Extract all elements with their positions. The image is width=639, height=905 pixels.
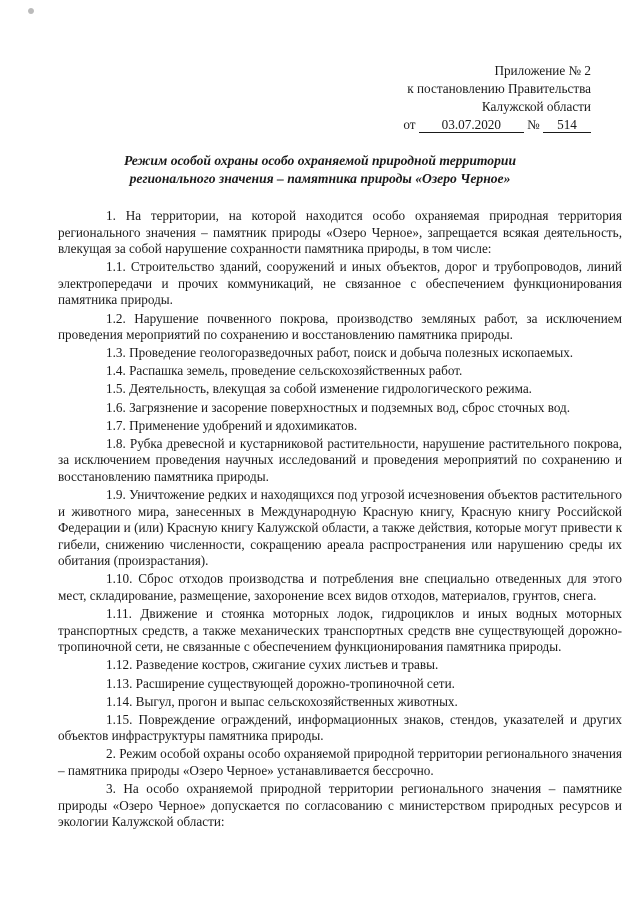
paragraph-1: 1. На территории, на которой находится особо охраняемая природная территория регионального значения – памятник природы «Озеро Черное», запрещается всякая деятельность, влекущая за собой нарушение сохранности памятника природы, в том числе:: [58, 208, 622, 257]
scan-dot: [28, 8, 34, 14]
paragraph-2: 2. Режим особой охраны особо охраняемой природной территории регионального значения – памятника природы «Озеро Черное» устанавливается бессрочно.: [58, 746, 622, 778]
paragraph-1-15: 1.15. Повреждение ограждений, информационных знаков, стендов, указателей и других объектов инфраструктуры памятника природы.: [58, 711, 622, 744]
resolution-number: 514: [543, 118, 591, 133]
paragraph-1-12: 1.12. Разведение костров, сжигание сухих листьев и травы.: [106, 657, 439, 673]
paragraph-1-9: 1.9. Уничтожение редких и находящихся под угрозой исчезновения объектов растительного и животного мира, занесенных в Международную Красную книгу, Красную книгу Российской Федерации и (или) Красную книгу Калужской области, а также действия, которые могут привести к гибели, снижению численности, сокращению ареала распространения или нарушению среды их обитания (произрастания).: [58, 487, 622, 569]
document-body: [58, 208, 622, 832]
paragraph-1-6: 1.6. Загрязнение и засорение поверхностных и подземных вод, сброс сточных вод.: [106, 399, 571, 415]
paragraph-1-5: 1.5. Деятельность, влекущая за собой изменение гидрологического режима.: [106, 381, 532, 397]
paragraph-1-11: 1.11. Движение и стоянка моторных лодок, гидроциклов и иных водных моторных транспортных средств, а также механических транспортных средств вне существующей дорожно-тропиночной сети, не связанные с обеспечением функционирования памятника природы.: [58, 606, 622, 655]
appendix-region: Калужской области: [481, 99, 591, 114]
resolution-date: 03.07.2020: [419, 118, 524, 133]
paragraph-1-13: 1.13. Расширение существующей дорожно-тропиночной сети.: [106, 675, 455, 691]
paragraph-3: 3. На особо охраняемой природной территории регионального значения – памятнике природы «Озеро Черное» допускается по согласованию с министерством природных ресурсов и экологии Калужской области:: [58, 781, 622, 830]
appendix-resolution-ref: к постановлению Правительства: [407, 81, 591, 96]
document-title: [60, 152, 580, 188]
number-label: №: [527, 117, 540, 132]
from-label: от: [403, 117, 416, 132]
paragraph-1-1: 1.1. Строительство зданий, сооружений и иных объектов, дорог и трубопроводов, линий электропередачи и прочих коммуникаций, не связанное с обеспечением функционирования памятника природы.: [58, 259, 622, 308]
paragraph-1-7: 1.7. Применение удобрений и ядохимикатов.: [106, 417, 358, 433]
paragraph-1-3: 1.3. Проведение геологоразведочных работ, поиск и добыча полезных ископаемых.: [106, 345, 574, 361]
paragraph-1-4: 1.4. Распашка земель, проведение сельскохозяйственных работ.: [106, 363, 463, 379]
paragraph-1-10: 1.10. Сброс отходов производства и потребления вне специально отведенных для этого мест, складирование, размещение, захоронение всех видов отходов, материалов, грунтов, снега.: [58, 571, 622, 604]
title-line-2: регионального значения – памятника природы «Озеро Черное»: [129, 171, 511, 186]
paragraph-1-2: 1.2. Нарушение почвенного покрова, производство земляных работ, за исключением проведения мероприятий по сохранению и восстановлению памятника природы.: [58, 310, 622, 343]
appendix-number: Приложение № 2: [494, 63, 591, 78]
appendix-date-row: [331, 116, 591, 134]
paragraph-1-8: 1.8. Рубка древесной и кустарниковой растительности, нарушение растительного покрова, за исключением проведения научных исследований и проведения мероприятий по сохранению и восстановлению памятника природы.: [58, 435, 622, 484]
title-line-1: Режим особой охраны особо охраняемой природной территории: [123, 153, 517, 168]
appendix-header: [331, 62, 591, 134]
paragraph-1-14: 1.14. Выгул, прогон и выпас сельскохозяйственных животных.: [106, 693, 458, 709]
